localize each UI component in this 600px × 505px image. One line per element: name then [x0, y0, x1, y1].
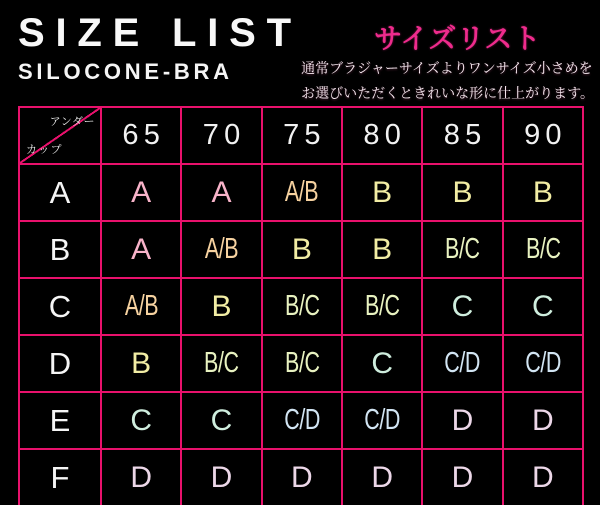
size-cell: A/B	[101, 278, 181, 335]
size-cell: B	[262, 221, 342, 278]
row-header-cup: F	[19, 449, 101, 505]
column-header-80: 80	[342, 107, 422, 164]
size-cell: C	[422, 278, 502, 335]
size-cell: D	[181, 449, 261, 505]
size-cell: C/D	[342, 392, 422, 449]
size-cell: A/B	[262, 164, 342, 221]
column-header-70: 70	[181, 107, 261, 164]
table-row-cup-f	[19, 449, 583, 505]
size-cell: B/C	[262, 335, 342, 392]
size-cell: B/C	[262, 278, 342, 335]
size-cell: C	[503, 278, 583, 335]
size-cell: D	[503, 392, 583, 449]
size-cell: D	[101, 449, 181, 505]
size-cell: C	[181, 392, 261, 449]
size-cell: B	[342, 221, 422, 278]
page-subtitle-japanese: サイズリスト	[374, 23, 541, 54]
size-table	[18, 106, 584, 505]
table-row-cup-e	[19, 392, 583, 449]
size-cell: A	[101, 221, 181, 278]
row-header-cup: E	[19, 392, 101, 449]
size-cell: B	[422, 164, 502, 221]
product-name: SILOCONE-BRA	[18, 59, 233, 84]
sizing-note-line2: お選びいただくときれいな形に仕上がります。	[301, 85, 594, 101]
row-header-cup: D	[19, 335, 101, 392]
size-cell: B	[503, 164, 583, 221]
column-header-75: 75	[262, 107, 342, 164]
sizing-note	[301, 56, 594, 106]
size-cell: B	[342, 164, 422, 221]
column-header-65: 65	[101, 107, 181, 164]
table-row-cup-c	[19, 278, 583, 335]
size-cell: D	[342, 449, 422, 505]
size-cell: B/C	[422, 221, 502, 278]
row-header-cup: B	[19, 221, 101, 278]
size-cell: C/D	[503, 335, 583, 392]
size-cell: D	[262, 449, 342, 505]
size-cell: A	[181, 164, 261, 221]
corner-cell	[19, 107, 101, 164]
size-cell: D	[422, 392, 502, 449]
size-cell: B/C	[503, 221, 583, 278]
column-header-90: 90	[503, 107, 583, 164]
size-cell: B/C	[342, 278, 422, 335]
size-cell: C	[342, 335, 422, 392]
table-row-cup-b	[19, 221, 583, 278]
table-row-cup-a	[19, 164, 583, 221]
size-cell: B	[181, 278, 261, 335]
page-title: SIZE LIST	[18, 11, 302, 55]
size-cell: C/D	[262, 392, 342, 449]
size-cell: C/D	[422, 335, 502, 392]
size-cell: A	[101, 164, 181, 221]
sizing-note-line1: 通常ブラジャーサイズよりワンサイズ小さめを	[301, 60, 593, 76]
table-row-cup-d	[19, 335, 583, 392]
under-bust-label: アンダー	[49, 116, 95, 128]
size-cell: D	[422, 449, 502, 505]
size-cell: A/B	[181, 221, 261, 278]
size-cell: B/C	[181, 335, 261, 392]
header-row	[19, 107, 583, 164]
row-header-cup: A	[19, 164, 101, 221]
size-cell: B	[101, 335, 181, 392]
size-cell: D	[503, 449, 583, 505]
cup-label: カップ	[26, 144, 63, 156]
row-header-cup: C	[19, 278, 101, 335]
column-header-85: 85	[422, 107, 502, 164]
size-cell: C	[101, 392, 181, 449]
